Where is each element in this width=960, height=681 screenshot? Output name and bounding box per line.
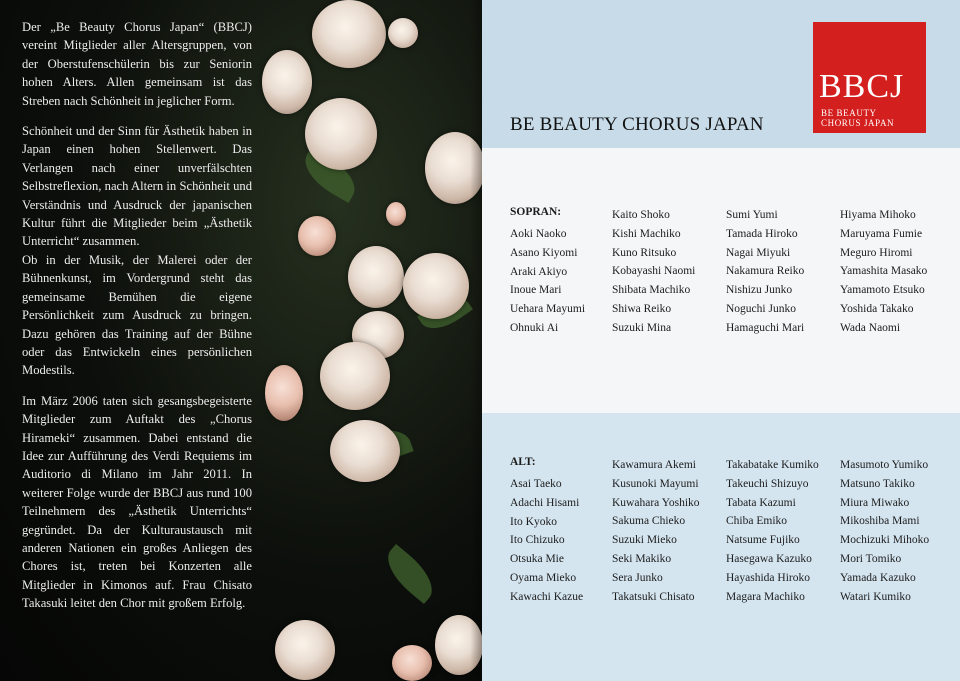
alto-column-3 xyxy=(726,456,819,606)
member-name: Uehara Mayumi xyxy=(510,303,586,316)
alto-section xyxy=(510,456,930,616)
soprano-column-2 xyxy=(612,206,695,338)
member-name: Maruyama Fumie xyxy=(840,227,923,240)
member-name: Sumi Yumi xyxy=(726,209,778,221)
member-name: Asai Taeko xyxy=(510,478,562,490)
rose-image xyxy=(403,253,469,319)
member-name: Seki Makiko xyxy=(612,552,672,565)
member-name: Kuwahara Yoshiko xyxy=(612,496,700,509)
intro-paragraph-1: Der „Be Beauty Chorus Japan“ (BBCJ) vereint Mitglieder aller Altersgruppen, von der Oberstufenschülerin bis zur Seniorin hohen Alters. Allen gemeinsam ist das Streben nach Schönheit in jeglicher Form. xyxy=(22,20,252,108)
member-name: Chiba Emiko xyxy=(726,515,788,528)
member-name: Suzuki Mieko xyxy=(612,534,677,547)
member-name: Hamaguchi Mari xyxy=(726,321,805,334)
member-name: Kawachi Kazue xyxy=(510,590,584,603)
rose-image xyxy=(298,216,336,256)
member-name: Ito Kyoko xyxy=(510,515,557,528)
rose-image xyxy=(320,342,390,410)
member-name: Hasegawa Kazuko xyxy=(726,552,812,565)
member-name: Tabata Kazumi xyxy=(726,496,796,509)
rose-image xyxy=(262,50,312,114)
member-name: Yamada Kazuko xyxy=(840,571,916,584)
member-name: Nishizu Junko xyxy=(726,284,793,297)
member-name: Kusunoki Mayumi xyxy=(612,477,699,490)
logo-letters: BBCJ xyxy=(819,68,905,105)
member-name: Ohnuki Ai xyxy=(510,321,559,334)
member-name: Araki Akiyo xyxy=(510,265,568,278)
rose-image xyxy=(392,645,432,681)
member-name: Kishi Machiko xyxy=(612,227,681,240)
member-name: Noguchi Junko xyxy=(726,302,796,315)
member-name: Aoki Naoko xyxy=(510,228,567,240)
member-name: Hayashida Hiroko xyxy=(726,571,810,584)
member-name: Sakuma Chieko xyxy=(612,515,686,528)
member-name: Yamamoto Etsuko xyxy=(840,284,925,297)
rose-image xyxy=(348,246,404,308)
intro-paragraph-4: Im März 2006 taten sich gesangsbegeisterte Mitglieder zum Auftakt des „Chorus Hirameki“ zusammen. Dabei entstand die Idee zur Aufführung des Verdi Requiems im Auditorio di Milano im Jahr 2011. In weiterer Folge wurde der BBCJ aus rund 100 Teilnehmern des „Ästhetik Unterrichts“ gegründet. Da der Kulturaustausch mit anderen Nationen ein großes Anliegen des Chores ist, treten bei Konzerten alle Mitglieder in Kimonos auf. Frau Chisato Takasuki leitet den Chor mit großem Erfolg. xyxy=(22,393,252,611)
member-name: Suzuki Mina xyxy=(612,321,672,334)
intro-text xyxy=(22,18,252,625)
intro-paragraph-3: Ob in der Musik, der Malerei oder der Bühnenkunst, im Vordergrund steht das gemeinsame Bemühen die eigene Persönlichkeit zum Ausdruck zu bringen. Dazu gehören das Training auf der Bühne oder das Entwickeln eines persönlichen Modestils. xyxy=(22,252,252,378)
member-name: Takabatake Kumiko xyxy=(726,459,819,471)
member-name: Matsuno Takiko xyxy=(840,477,915,490)
member-name: Hiyama Mihoko xyxy=(840,209,916,221)
intro-paragraph-2: Schönheit und der Sinn für Ästhetik haben in Japan einen hohen Stellenwert. Das Verlangen nach einer unverfälschten Selbstreflexion, nach Altern in Schönheit und Verständnis und Ausdruck der japanischen Kultur führt die Mitglieder beim „Ästhetik Unterricht“ zusammen. xyxy=(22,124,252,249)
logo-line-2: CHORUS JAPAN xyxy=(821,118,895,128)
rose-image xyxy=(312,0,386,68)
page-title: BE BEAUTY CHORUS JAPAN xyxy=(510,114,764,135)
rose-image xyxy=(305,98,377,170)
soprano-label: SOPRAN: xyxy=(510,206,562,218)
member-name: Otsuka Mie xyxy=(510,553,564,566)
logo-subtitle xyxy=(821,108,894,128)
member-name: Kobayashi Naomi xyxy=(612,265,696,278)
rose-image xyxy=(275,620,335,680)
leaf-decoration xyxy=(378,544,442,604)
member-name: Sera Junko xyxy=(612,571,663,584)
member-name: Natsume Fujiko xyxy=(726,534,800,547)
rose-image xyxy=(265,365,303,421)
member-name: Shibata Machiko xyxy=(612,284,691,297)
member-name: Shiwa Reiko xyxy=(612,302,672,315)
member-name: Kaito Shoko xyxy=(612,209,670,221)
alto-column-1 xyxy=(510,475,583,607)
member-name: Masumoto Yumiko xyxy=(840,459,929,471)
member-name: Adachi Hisami xyxy=(510,496,580,509)
member-name: Kawamura Akemi xyxy=(612,459,696,471)
member-name: Takeuchi Shizuyo xyxy=(726,477,809,490)
member-name: Mori Tomiko xyxy=(840,552,902,565)
member-name: Mikoshiba Mami xyxy=(840,515,920,528)
member-name: Yamashita Masako xyxy=(840,265,928,278)
member-name: Takatsuki Chisato xyxy=(612,590,695,603)
member-name: Meguro Hiromi xyxy=(840,246,913,259)
member-name: Ito Chizuko xyxy=(510,534,565,547)
member-name: Yoshida Takako xyxy=(840,302,914,315)
bbcj-logo xyxy=(813,22,926,133)
member-name: Inoue Mari xyxy=(510,284,562,297)
right-page xyxy=(482,0,960,681)
rose-image xyxy=(330,420,400,482)
member-name: Miura Miwako xyxy=(840,496,910,509)
alto-column-4 xyxy=(840,456,929,606)
member-name: Magara Machiko xyxy=(726,590,805,603)
member-name: Tamada Hiroko xyxy=(726,227,798,240)
soprano-column-1 xyxy=(510,225,585,338)
member-name: Watari Kumiko xyxy=(840,590,911,603)
soprano-section xyxy=(510,206,930,346)
member-name: Nagai Miyuki xyxy=(726,246,791,259)
member-name: Oyama Mieko xyxy=(510,571,577,584)
member-name: Nakamura Reiko xyxy=(726,265,805,278)
member-name: Asano Kiyomi xyxy=(510,246,578,259)
logo-line-1: BE BEAUTY xyxy=(821,108,877,118)
member-name: Wada Naomi xyxy=(840,321,901,334)
member-name: Kuno Ritsuko xyxy=(612,246,677,259)
member-name: Mochizuki Mihoko xyxy=(840,534,930,547)
rose-image xyxy=(388,18,418,48)
alto-column-2 xyxy=(612,456,700,606)
soprano-column-3 xyxy=(726,206,804,338)
rose-image xyxy=(386,202,406,226)
soprano-column-4 xyxy=(840,206,927,338)
alto-label: ALT: xyxy=(510,456,536,468)
